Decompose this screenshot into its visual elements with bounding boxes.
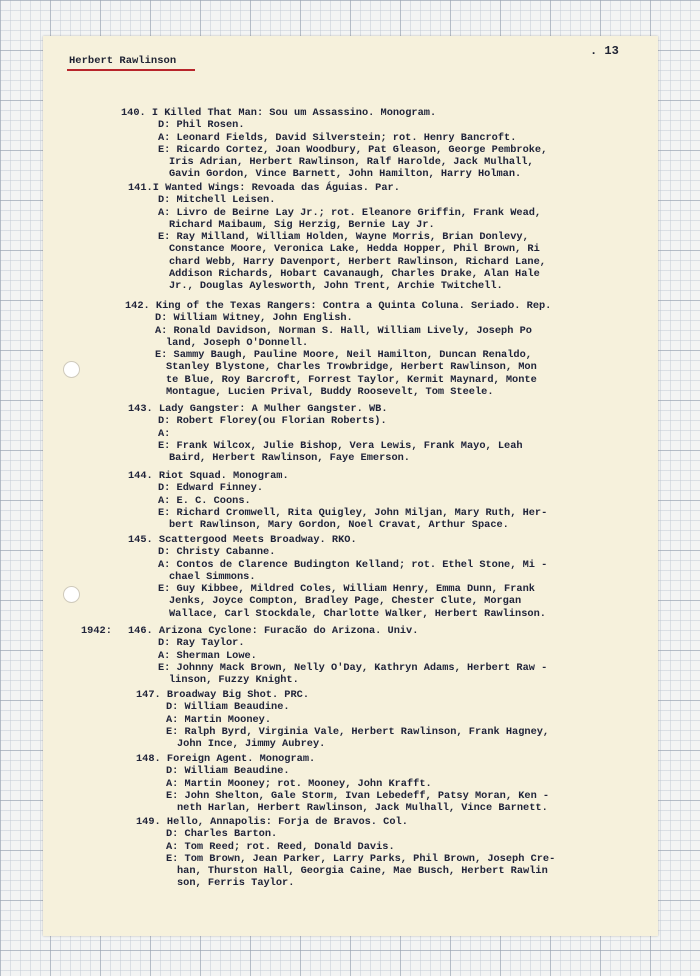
entry-cast: linson, Fuzzy Knight. bbox=[169, 674, 299, 687]
entry-director: D: Mitchell Leisen. bbox=[158, 194, 276, 207]
entry-director: D: Christy Cabanne. bbox=[158, 546, 276, 559]
entry-director: D: Robert Florey(ou Florian Roberts). bbox=[158, 415, 387, 428]
entry-author: A: Leonard Fields, David Silverstein; rot. Henry Bancroft. bbox=[158, 131, 517, 144]
entry-cast: Wallace, Carl Stockdale, Charlotte Walker, Herbert Rawlinson. bbox=[169, 607, 546, 620]
entry-142 bbox=[125, 300, 551, 398]
entry-cast: neth Harlan, Herbert Rawlinson, Jack Mulhall, Vince Barnett. bbox=[177, 802, 548, 815]
entry-director: D: Phil Rosen. bbox=[158, 119, 245, 132]
entry-title: 140. I Killed That Man: Sou um Assassino. Monogram. bbox=[121, 107, 437, 119]
entry-cast: Baird, Herbert Rawlinson, Faye Emerson. bbox=[169, 452, 410, 465]
entry-cast: E: Guy Kibbee, Mildred Coles, William Henry, Emma Dunn, Frank bbox=[158, 583, 535, 596]
entry-cast: E: Ray Milland, William Holden, Wayne Morris, Brian Donlevy, bbox=[158, 231, 529, 244]
entry-cast: Montague, Lucien Prival, Buddy Roosevelt, Tom Steele. bbox=[166, 386, 494, 399]
entry-cast: bert Rawlinson, Mary Gordon, Noel Cravat, Arthur Space. bbox=[169, 519, 509, 532]
entry-cast: Jenks, Joyce Compton, Bradley Page, Chester Clute, Morgan bbox=[169, 595, 522, 608]
entry-cast: E: Ricardo Cortez, Joan Woodbury, Pat Gleason, George Pembroke, bbox=[158, 143, 548, 156]
entry-author: A: Martin Mooney. bbox=[166, 713, 272, 726]
entry-cast: E: Tom Brown, Jean Parker, Larry Parks, Phil Brown, Joseph Cre- bbox=[166, 852, 556, 865]
entry-title: 147. Broadway Big Shot. PRC. bbox=[136, 689, 310, 701]
entry-director: D: William Beaudine. bbox=[166, 765, 290, 778]
entry-149 bbox=[136, 816, 555, 890]
entry-cast: E: Sammy Baugh, Pauline Moore, Neil Hamilton, Duncan Renaldo, bbox=[155, 349, 532, 362]
entry-author: Richard Maibaum, Sig Herzig, Bernie Lay Jr. bbox=[169, 218, 435, 231]
entry-cast: Stanley Blystone, Charles Trowbridge, Herbert Rawlinson, Mon bbox=[166, 361, 537, 374]
entry-author: A: E. C. Coons. bbox=[158, 494, 251, 507]
entry-143 bbox=[128, 403, 523, 464]
entry-144 bbox=[128, 470, 547, 531]
header-name: Herbert Rawlinson bbox=[69, 55, 177, 67]
entry-140 bbox=[121, 107, 547, 181]
entry-director: D: Charles Barton. bbox=[166, 828, 278, 841]
entry-cast: E: Richard Cromwell, Rita Quigley, John Miljan, Mary Ruth, Her- bbox=[158, 506, 548, 519]
entry-cast: Addison Richards, Hobart Cavanaugh, Charles Drake, Alan Hale bbox=[169, 268, 540, 281]
entry-director: D: William Witney, John English. bbox=[155, 312, 353, 325]
entry-author: A: Livro de Beirne Lay Jr.; rot. Eleanore Griffin, Frank Wead, bbox=[158, 206, 542, 219]
entry-director: D: Ray Taylor. bbox=[158, 637, 245, 650]
entry-author: A: Sherman Lowe. bbox=[158, 649, 257, 662]
entry-title: 143. Lady Gangster: A Mulher Gangster. WB. bbox=[128, 403, 388, 415]
entry-cast: E: Frank Wilcox, Julie Bishop, Vera Lewis, Frank Mayo, Leah bbox=[158, 439, 523, 452]
year-label: 1942: bbox=[81, 625, 112, 637]
entry-146 bbox=[128, 625, 547, 686]
entry-cast: han, Thurston Hall, Georgia Caine, Mae Busch, Herbert Rawlin bbox=[177, 865, 548, 878]
entry-title: 145. Scattergood Meets Broadway. RKO. bbox=[128, 534, 357, 546]
entry-cast: Constance Moore, Veronica Lake, Hedda Hopper, Phil Brown, Ri bbox=[169, 243, 540, 256]
entry-author: A: Contos de Clarence Budington Kelland; rot. Ethel Stone, Mi - bbox=[158, 558, 548, 571]
entry-title: 149. Hello, Annapolis: Forja de Bravos. Col. bbox=[136, 816, 408, 828]
entry-cast: E: Ralph Byrd, Virginia Vale, Herbert Rawlinson, Frank Hagney, bbox=[166, 725, 550, 738]
entry-cast: te Blue, Roy Barcroft, Forrest Taylor, Kermit Maynard, Monte bbox=[166, 373, 537, 386]
entry-145 bbox=[128, 534, 547, 620]
entry-cast: chard Webb, Harry Davenport, Herbert Rawlinson, Richard Lane, bbox=[169, 255, 546, 268]
entry-title: 144. Riot Squad. Monogram. bbox=[128, 470, 289, 482]
entry-author: chael Simmons. bbox=[169, 570, 256, 583]
entry-cast: Gavin Gordon, Vince Barnett, John Hamilton, Harry Holman. bbox=[169, 168, 522, 181]
page-number: . 13 bbox=[590, 44, 619, 58]
entry-director: D: William Beaudine. bbox=[166, 701, 290, 714]
entry-cast: son, Ferris Taylor. bbox=[177, 877, 295, 890]
entry-author: A: Ronald Davidson, Norman S. Hall, William Lively, Joseph Po bbox=[155, 324, 532, 337]
entry-title: 148. Foreign Agent. Monogram. bbox=[136, 753, 316, 765]
entry-author: A: Tom Reed; rot. Reed, Donald Davis. bbox=[166, 840, 395, 853]
entry-cast: Jr., Douglas Aylesworth, John Trent, Archie Twitchell. bbox=[169, 280, 503, 293]
entry-author: A: Martin Mooney; rot. Mooney, John Krafft. bbox=[166, 777, 432, 790]
entry-cast: John Ince, Jimmy Aubrey. bbox=[177, 738, 326, 751]
entry-148 bbox=[136, 753, 549, 814]
entry-cast: E: Johnny Mack Brown, Nelly O'Day, Kathryn Adams, Herbert Raw - bbox=[158, 661, 548, 674]
entry-cast: E: John Shelton, Gale Storm, Ivan Lebedeff, Patsy Moran, Ken - bbox=[166, 789, 550, 802]
entry-author: land, Joseph O'Donnell. bbox=[166, 336, 309, 349]
entry-title: 142. King of the Texas Rangers: Contra a Quinta Coluna. Seriado. Rep. bbox=[125, 300, 552, 312]
entry-title: 146. Arizona Cyclone: Furacão do Arizona. Univ. bbox=[128, 625, 419, 637]
entry-147 bbox=[136, 689, 549, 750]
entry-author: A: bbox=[158, 427, 171, 440]
entry-141 bbox=[128, 182, 546, 293]
entry-director: D: Edward Finney. bbox=[158, 482, 264, 495]
entry-cast: Iris Adrian, Herbert Rawlinson, Ralf Harolde, Jack Mulhall, bbox=[169, 156, 534, 169]
entry-title: 141.I Wanted Wings: Revoada das Águias. Par. bbox=[128, 182, 400, 194]
